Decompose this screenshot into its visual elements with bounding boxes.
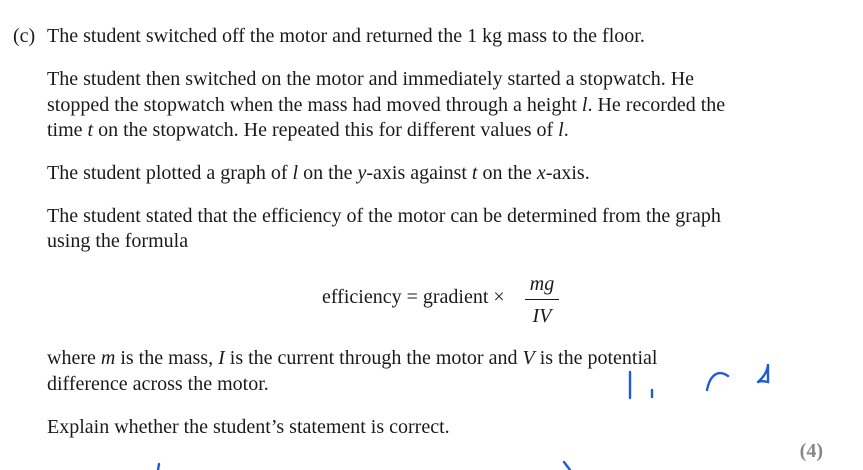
efficiency-formula [322, 272, 582, 332]
definitions-line-2: difference across the motor. [47, 373, 269, 395]
method-line-3: time t on the stopwatch. He repeated this for different values of l. [47, 119, 569, 141]
ink-stroke-5 [158, 464, 159, 470]
formula-denominator: IV [532, 305, 552, 327]
method-line-1: The student then switched on the motor and immediately started a stopwatch. He [47, 68, 695, 90]
ink-stroke-4 [758, 364, 768, 382]
statement-line-1: The student stated that the efficiency of the motor can be determined from the graph [47, 205, 721, 227]
paragraph-graph: The student plotted a graph of l on the y-axis against t on the x-axis. [47, 162, 590, 184]
ink-stroke-3 [707, 373, 728, 390]
formula-fraction [525, 272, 559, 328]
question-intro: The student switched off the motor and returned the 1 kg mass to the floor. [47, 25, 645, 47]
fraction-bar [525, 299, 559, 300]
formula-numerator: mg [529, 273, 555, 295]
statement-line-2: using the formula [47, 230, 189, 252]
formula-lhs: efficiency = gradient × [322, 286, 505, 308]
question-label: (c) [13, 25, 36, 47]
marks-label: (4) [799, 440, 823, 462]
definitions-line-1: where m is the mass, I is the current through the motor and V is the potential [47, 347, 658, 369]
task-instruction: Explain whether the student’s statement is correct. [47, 416, 450, 438]
ink-stroke-6 [564, 462, 570, 470]
method-line-2: stopped the stopwatch when the mass had moved through a height l. He recorded the [47, 94, 726, 116]
